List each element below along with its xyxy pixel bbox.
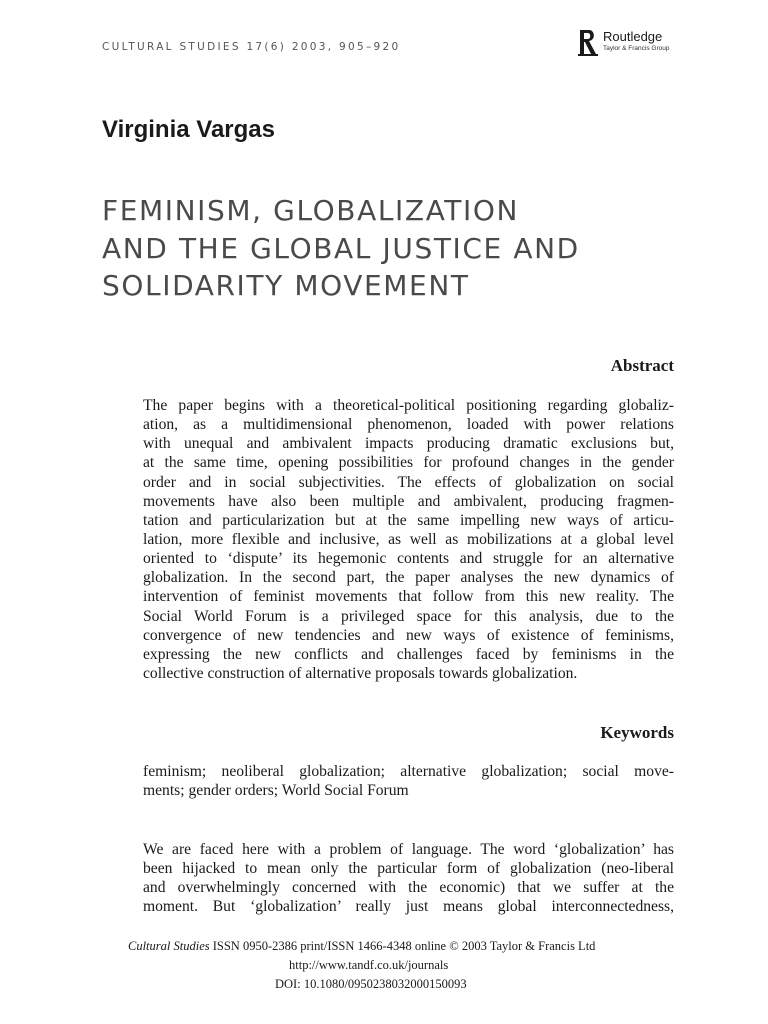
body-line: moment. But ‘globalization’ really just means global interconnectedness, bbox=[143, 898, 674, 916]
running-head: CULTURAL STUDIES 17(6) 2003, 905–920 bbox=[102, 41, 401, 53]
publisher-subtitle: Taylor & Francis Group bbox=[603, 45, 670, 52]
abstract-line: globalization. In the second part, the paper analyses the new dynamics of bbox=[143, 569, 674, 587]
footer-issn: ISSN 0950-2386 print/ISSN 1466-4348 online © 2003 Taylor & Francis Ltd bbox=[209, 939, 596, 953]
abstract-heading: Abstract bbox=[610, 356, 674, 375]
abstract-line: tation and particularization but at the same impelling new ways of articu- bbox=[143, 511, 674, 529]
abstract-text bbox=[143, 396, 674, 683]
footer-url[interactable]: http://www.tandf.co.uk/journals bbox=[289, 958, 449, 972]
publisher-logo bbox=[578, 28, 678, 56]
abstract-line: at the same time, opening possibilities for profound changes in the gender bbox=[143, 454, 674, 472]
abstract-line: collective construction of alternative proposals towards globalization. bbox=[143, 664, 578, 682]
routledge-logo-icon bbox=[578, 28, 598, 56]
abstract-line: ation, as a multidimensional phenomenon, loaded with power relations bbox=[143, 416, 674, 434]
body-line: We are faced here with a problem of language. The word ‘globalization’ has bbox=[143, 841, 674, 858]
title-line: AND THE GLOBAL JUSTICE AND bbox=[102, 231, 580, 265]
abstract-line: Social World Forum is a privileged space for this analysis, due to the bbox=[143, 607, 674, 625]
keywords-text bbox=[143, 762, 674, 800]
author-name: Virginia Vargas bbox=[102, 116, 275, 143]
footer-journal-name: Cultural Studies bbox=[128, 939, 210, 953]
footer-issn-line bbox=[0, 937, 768, 956]
body-text bbox=[143, 840, 674, 917]
body-line: and overwhelmingly concerned with the economic) that we suffer at the bbox=[143, 879, 674, 897]
keywords-line: ments; gender orders; World Social Forum bbox=[143, 782, 409, 800]
keywords-line: feminism; neoliberal globalization; alternative globalization; social move- bbox=[143, 763, 674, 780]
abstract-line: The paper begins with a theoretical-political positioning regarding globaliz- bbox=[143, 397, 674, 414]
title-line: SOLIDARITY MOVEMENT bbox=[102, 269, 470, 302]
body-line: been hijacked to mean only the particular form of globalization (neo-liberal bbox=[143, 860, 674, 878]
abstract-line: lation, more flexible and inclusive, as well as mobilizations at a global level bbox=[143, 530, 674, 548]
abstract-line: intervention of feminist movements that follow from this new reality. The bbox=[143, 588, 674, 606]
abstract-line: order and in social subjectivities. The effects of globalization on social bbox=[143, 473, 674, 491]
abstract-line: movements have also been multiple and ambivalent, producing fragmen- bbox=[143, 492, 674, 510]
keywords-heading: Keywords bbox=[600, 723, 674, 742]
footer-doi: DOI: 10.1080/0950238032000150093 bbox=[275, 977, 467, 991]
abstract-line: convergence of new tendencies and new ways of existence of feminisms, bbox=[143, 626, 674, 644]
page-footer bbox=[0, 937, 768, 994]
article-title bbox=[102, 192, 722, 305]
title-line: FEMINISM, GLOBALIZATION bbox=[102, 194, 520, 227]
publisher-name: Routledge bbox=[603, 29, 663, 44]
abstract-line: with unequal and ambivalent impacts producing dramatic exclusions but, bbox=[143, 435, 674, 453]
abstract-line: oriented to ‘dispute’ its hegemonic contents and struggle for an alternative bbox=[143, 550, 674, 568]
abstract-line: expressing the new conflicts and challenges faced by feminisms in the bbox=[143, 645, 674, 663]
